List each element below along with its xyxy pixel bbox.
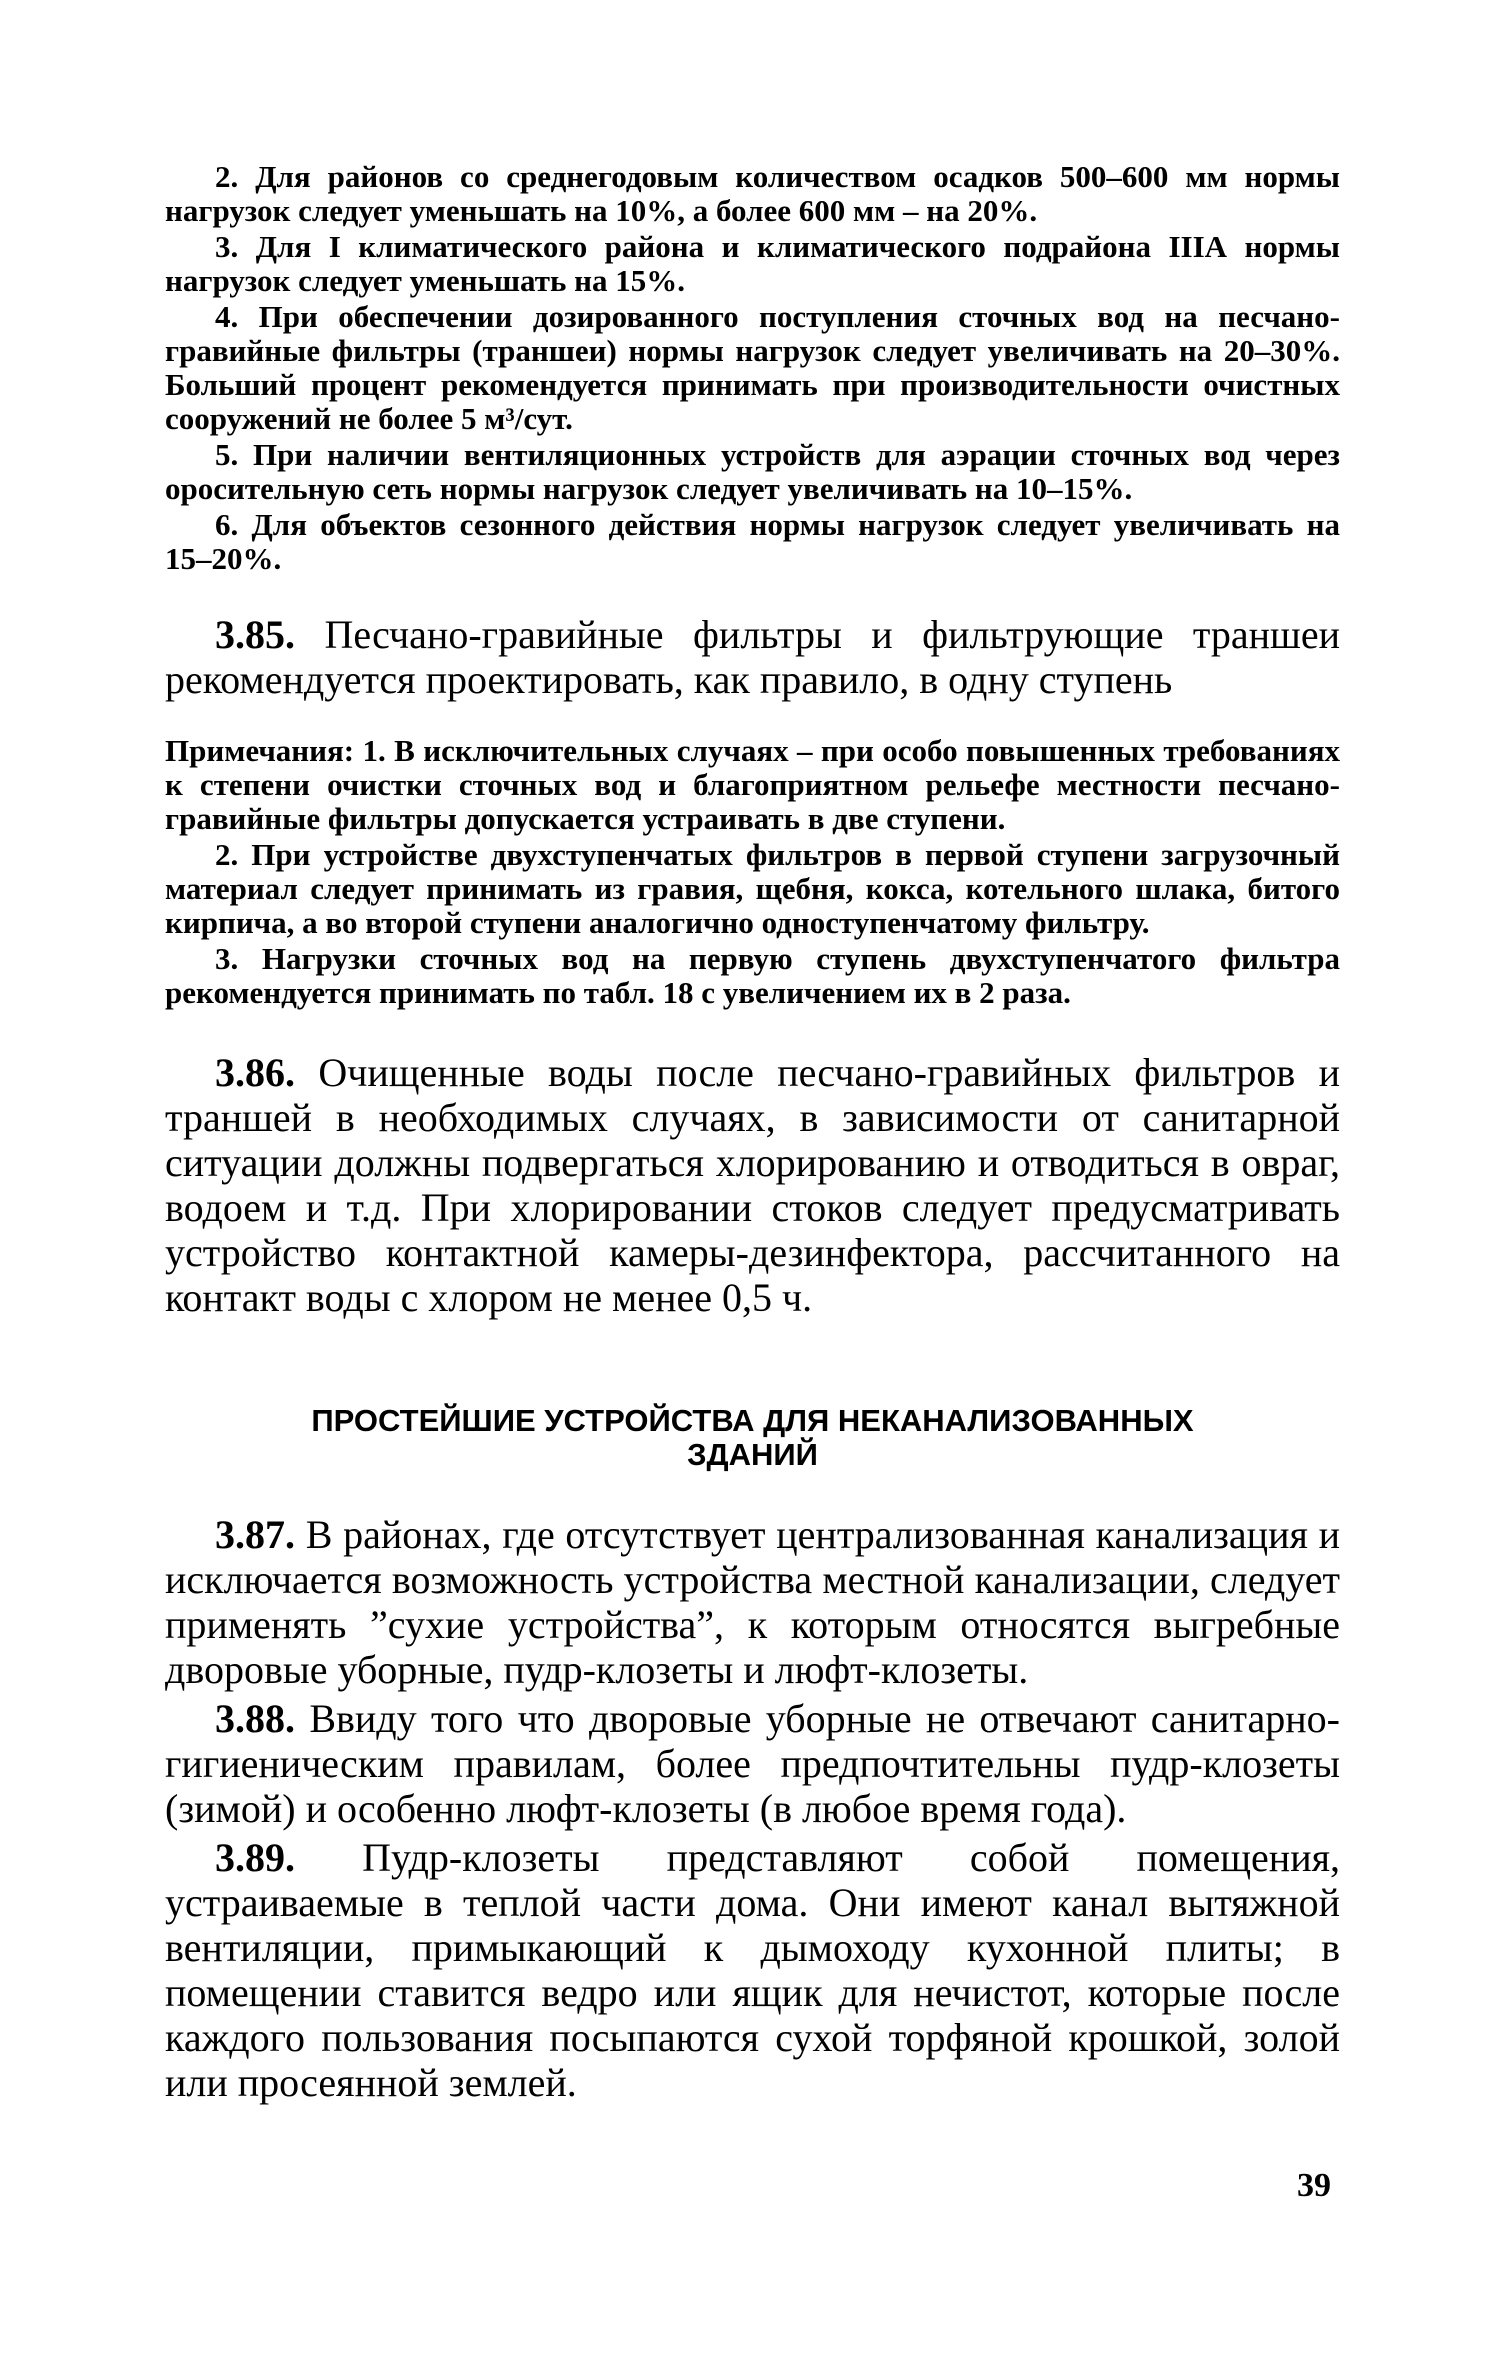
note-2: 2. Для районов со среднегодовым количеством осадков 500–600 мм нормы нагрузок следует уменьшать на 10%, а более 600 мм – на 20%.	[165, 159, 1340, 228]
section-heading-line-2: ЗДАНИЙ	[687, 1437, 818, 1472]
page-number: 39	[1297, 2167, 1331, 2204]
note-4: 4. При обеспечении дозированного поступления сточных вод на песчано-гравийные фильтры (траншеи) нормы нагрузок следует увеличивать на 20–30%. Больший процент рекомендуется принимать при производительности очистных сооружений не более 5 м³/сут.	[165, 299, 1340, 436]
load-norm-notes	[165, 160, 1340, 576]
dry-devices-paragraphs	[165, 1512, 1340, 2105]
paragraph-number: 3.88.	[215, 1696, 295, 1741]
section-heading	[165, 1404, 1340, 1472]
note-2: 2. При устройстве двухступенчатых фильтров в первой ступени загрузочный материал следует принимать из гравия, щебня, кокса, котельного шлака, битого кирпича, а во второй ступени аналогично одноступенчатому фильтру.	[165, 837, 1340, 940]
note-1: Примечания: 1. В исключительных случаях – при особо повышенных требованиях к степени очистки сточных вод и благоприятном рельефе местности песчано-гравийные фильтры допускается устраивать в две ступени.	[165, 733, 1340, 836]
paragraph-3-85	[165, 612, 1340, 702]
filter-notes	[165, 734, 1340, 1010]
section-heading-line-1: ПРОСТЕЙШИЕ УСТРОЙСТВА ДЛЯ НЕКАНАЛИЗОВАННЫХ	[311, 1403, 1194, 1438]
paragraph-3-89	[165, 1835, 1340, 2105]
document-page	[165, 160, 1340, 2109]
paragraph-number: 3.87.	[215, 1512, 295, 1557]
note-3: 3. Нагрузки сточных вод на первую ступень двухступенчатого фильтра рекомендуется принимать по табл. 18 с увеличением их в 2 раза.	[165, 941, 1340, 1010]
paragraph-text: Пудр-клозеты представляют собой помещения, устраиваемые в теплой части дома. Они имеют канал вытяжной вентиляции, примыкающий к дымоходу кухонной плиты; в помещении ставится ведро или ящик для нечистот, которые после каждого пользования посыпаются сухой торфяной крошкой, золой или просеянной землей.	[165, 1835, 1340, 2105]
note-5: 5. При наличии вентиляционных устройств для аэрации сточных вод через оросительную сеть нормы нагрузок следует увеличивать на 10–15%.	[165, 437, 1340, 506]
paragraph-text: Очищенные воды после песчано-гравийных фильтров и траншей в необходимых случаях, в зависимости от санитарной ситуации должны подвергаться хлорированию и отводиться в овраг, водоем и т.д. При хлорировании стоков следует предусматривать устройство контактной камеры-дезинфектора, рассчитанного на контакт воды с хлором не менее 0,5 ч.	[165, 1050, 1341, 1320]
note-6: 6. Для объектов сезонного действия нормы нагрузок следует увеличивать на 15–20%.	[165, 507, 1340, 576]
paragraph-3-87	[165, 1512, 1340, 1692]
paragraph-text: В районах, где отсутствует централизованная канализация и исключается возможность устройства местной канализации, следует применять ”сухие устройства”, к которым относятся выгребные дворовые уборные, пудр-клозеты и люфт-клозеты.	[165, 1512, 1341, 1692]
paragraph-text: Песчано-гравийные фильтры и фильтрующие траншеи рекомендуется проектировать, как правило, в одну ступень	[165, 612, 1341, 702]
paragraph-number: 3.86.	[215, 1050, 295, 1095]
paragraph-number: 3.85.	[215, 612, 295, 657]
paragraph-text: Ввиду того что дворовые уборные не отвечают санитарно-гигиеническим правилам, более предпочтительны пудр-клозеты (зимой) и особенно люфт-клозеты (в любое время года).	[165, 1696, 1341, 1831]
note-3: 3. Для I климатического района и климатического подрайона IIIА нормы нагрузок следует уменьшать на 15%.	[165, 229, 1340, 298]
paragraph-3-88	[165, 1696, 1340, 1831]
paragraph-3-86	[165, 1050, 1340, 1320]
paragraph-number: 3.89.	[215, 1835, 295, 1880]
